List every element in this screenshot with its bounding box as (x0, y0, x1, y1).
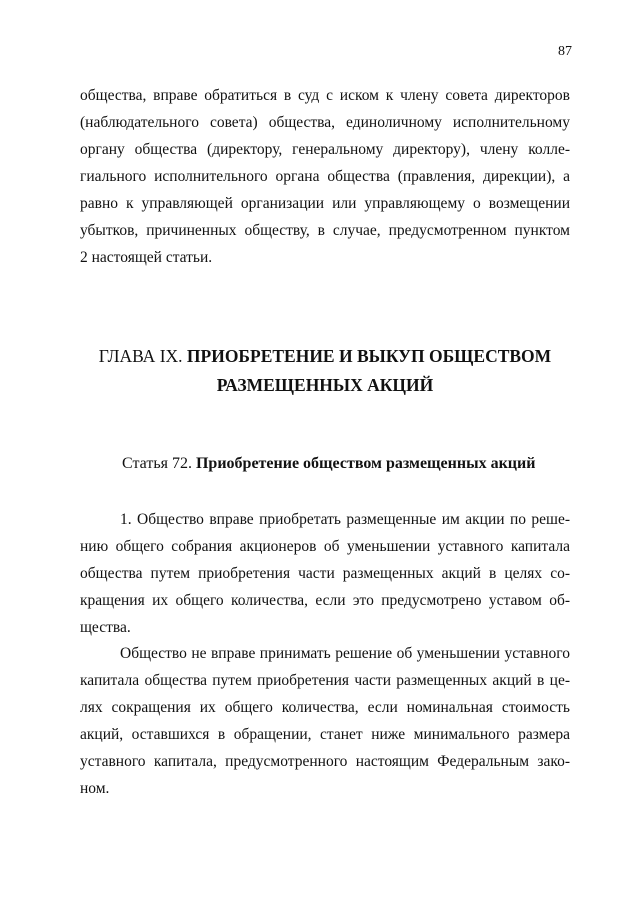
article-label: Статья 72. (122, 455, 192, 472)
paragraph-line: уставного капитала, предусмотренного настоящим Федеральным зако- (80, 753, 570, 770)
paragraph-line: акций, оставшихся в обращении, станет ниже минимального размера (80, 726, 570, 743)
intro-line: (наблюдательного совета) общества, единоличному исполнительному (80, 114, 570, 131)
chapter-title-line2: РАЗМЕЩЕННЫХ АКЦИЙ (216, 375, 434, 395)
paragraph-line: щества. (80, 619, 131, 636)
page-number: 87 (558, 44, 572, 59)
paragraph-line: кращения их общего количества, если это предусмотрено уставом об- (80, 592, 570, 609)
paragraph-line: 1. Общество вправе приобретать размещенные им акции по реше- (120, 511, 570, 528)
intro-line: общества, вправе обратиться в суд с иском к члену совета директоров (80, 87, 570, 104)
paragraph-line: Общество не вправе принимать решение об уменьшении уставного (120, 645, 570, 662)
chapter-title-line1: ПРИОБРЕТЕНИЕ И ВЫКУП ОБЩЕСТВОМ (186, 346, 552, 366)
intro-paragraph (80, 82, 570, 271)
chapter-heading (80, 342, 570, 400)
intro-line: органу общества (директору, генеральному директору), члену колле- (80, 141, 570, 158)
article-heading (122, 452, 535, 476)
paragraph-line: общества путем приобретения части размещенных акций в целях со- (80, 565, 570, 582)
article-paragraph-2 (80, 640, 570, 802)
paragraph-line: капитала общества путем приобретения части размещенных акций в це- (80, 672, 570, 689)
paragraph-line: лях сокращения их общего количества, если номинальная стоимость (80, 699, 570, 716)
intro-line: гиального исполнительного органа общества (правления, дирекции), а (80, 168, 570, 185)
paragraph-line: ном. (80, 780, 110, 797)
article-paragraph-1 (80, 506, 570, 641)
paragraph-line: нию общего собрания акционеров об уменьшении уставного капитала (80, 538, 570, 555)
article-title: Приобретение обществом размещенных акций (195, 455, 536, 472)
chapter-label: ГЛАВА IX. (98, 346, 183, 366)
intro-line: равно к управляющей организации или управляющему о возмещении (80, 195, 570, 212)
intro-line: убытков, причиненных обществу, в случае, предусмотренном пунктом (80, 222, 570, 239)
chapter-heading-line1 (80, 342, 570, 371)
intro-line: 2 настоящей статьи. (80, 249, 213, 266)
